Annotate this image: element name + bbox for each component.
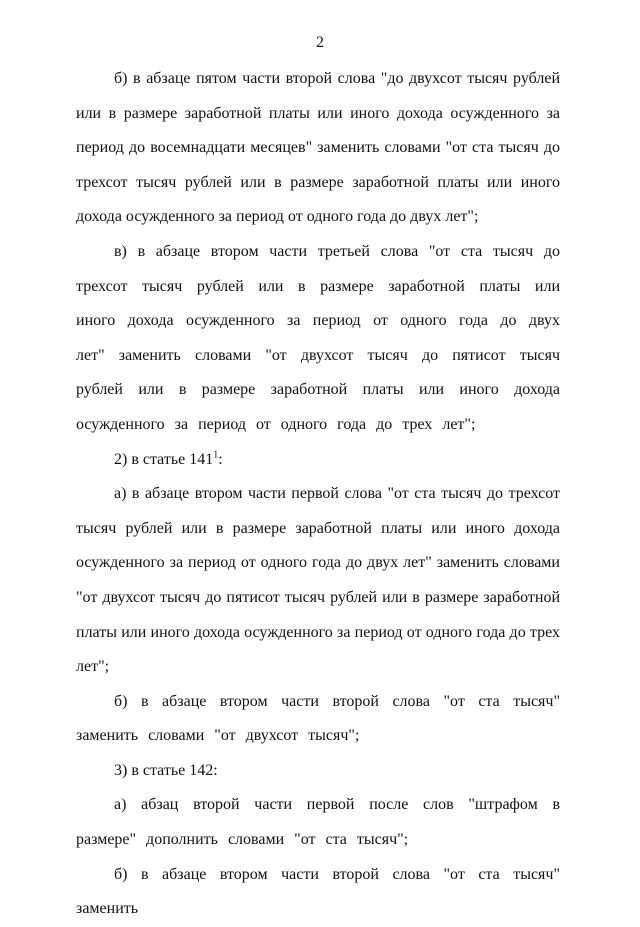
paragraph-b-article-142: б) в абзаце втором части второй слова "от ста тысяч" заменить bbox=[76, 865, 560, 918]
document-body bbox=[76, 62, 560, 927]
paragraph-article-142-heading: 3) в статье 142: bbox=[114, 761, 218, 779]
paragraph-article-141-1-heading bbox=[76, 443, 560, 478]
article-heading-text: 2) в статье 141 bbox=[114, 450, 214, 468]
article-superscript: 1 bbox=[213, 449, 219, 461]
article-heading-colon: : bbox=[218, 450, 223, 468]
paragraph-a-article-142: а) абзац второй части первой после слов "штрафом в размере" дополнить словами "от ста тысяч"; bbox=[76, 796, 560, 849]
paragraph-b-article-141: б) в абзаце пятом части второй слова "до двухсот тысяч рублей или в размере заработной платы или иного дохода осужденного за период до восемнадцати месяцев" заменить словами "от ста тысяч до трехсот тысяч рублей или в размере заработной платы или иного дохода осужденного за период от одного года до двух лет"; bbox=[76, 70, 560, 226]
paragraph-a-article-141-1: а) в абзаце втором части первой слова "от ста тысяч до трехсот тысяч рублей или в размере заработной платы или иного дохода осужденного за период от одного года до двух лет" заменить словами "от двухсот тысяч до пятисот тысяч рублей или в размере заработной платы или иного дохода осужденного за период от одного года до трех лет"; bbox=[76, 485, 560, 676]
paragraph-v-article-141: в) в абзаце втором части третьей слова "от ста тысяч до трехсот тысяч рублей или в размере заработной платы или иного дохода осужденного за период от одного года до двух лет" заменить словами "от двухсот тысяч до пятисот тысяч рублей или в размере заработной платы или иного дохода осужденного за период от одного года до трех лет"; bbox=[76, 242, 560, 433]
page-number: 2 bbox=[316, 34, 324, 51]
paragraph-b-article-141-1: б) в абзаце втором части второй слова "от ста тысяч" заменить словами "от двухсот тысяч"; bbox=[76, 692, 560, 745]
